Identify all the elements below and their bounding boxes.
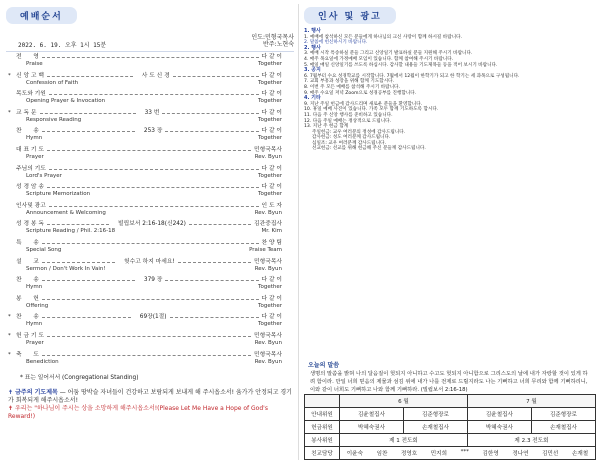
order-item-english-leader: Rev. Byun <box>254 339 282 346</box>
group-label-3: 3. 공지 <box>304 67 321 74</box>
leader-label: 인도: <box>251 34 266 41</box>
dotted-leader <box>47 223 109 225</box>
order-item-english-leader: Together <box>258 172 282 179</box>
order-item-english-leader: Together <box>258 191 282 198</box>
dotted-leader <box>165 130 258 132</box>
dotted-leader <box>47 335 251 337</box>
todays-word <box>304 360 596 394</box>
order-item-detail: 33 번 <box>144 109 160 116</box>
order-item-title: 찬 송 <box>16 314 39 321</box>
todays-word-text: 생명의 말씀을 밝혀 나의 달음질이 헛되지 아니하고 수고도 헛되지 아니함으로 그리스도의 날에 내가 자랑할 것이 있게 하려 함이라. 만일 너희 믿음의 제물과 섬김 위에 내가 나를 전제로 드릴지라도 나는 기뻐하고 너희 무리와 함께 기뻐하리니, 이와 같이 너희도 기뻐하고 나와 함께 기뻐하라. (빌립보서 2:16-18) <box>310 371 588 393</box>
order-item-detail: 사 도 신 경 <box>141 72 170 79</box>
announcement-item: 4. 매주 목요일에 가정예배 모임이 있습니다. 함께 참여해 주시기 바랍니다. <box>304 56 454 62</box>
order-item-english: Hymn <box>26 135 43 142</box>
fellowship-name: 김한영 <box>482 451 499 457</box>
todays-word-title: 오늘의 말씀 <box>308 362 340 369</box>
order-item <box>6 203 294 222</box>
prayer-topics-text: — 어둠 땅박슬 자녀들이 건강하고 보람되게 보내게 해 주시옵소서! 움가가 안정되고 경기가 회복되게 해주시옵소서! <box>8 389 292 405</box>
standing-marker: * <box>8 314 11 321</box>
order-item-english: Hymn <box>26 284 43 291</box>
order-item-english-leader: Together <box>258 98 282 105</box>
order-item <box>6 333 294 352</box>
announcement-item: 6. 7월부터 수요 성경학교를 시작합니다. 7월에서 12월이 한학기가 되고 한 학기는 세 과목으로 구성됩니다. <box>304 73 520 79</box>
fellowship-name: 정영호 <box>400 451 418 457</box>
duty-cell: 제 1 전도회 <box>340 434 468 447</box>
order-item-english: Hymn <box>26 321 43 328</box>
duty-month-1: 6 월 <box>340 395 468 408</box>
announcement-item: 10. 휴일 예배 사진이 있습니다. 가족 모두 함께 기도하도록 합시다. <box>304 107 439 113</box>
dotted-leader <box>42 316 131 318</box>
standing-marker: * <box>8 351 11 358</box>
fellowship-name: 민지희 <box>430 451 447 457</box>
announcement-item: 9. 매주 수요일 저녁 Zoom으로 성경공부를 진행합니다. <box>304 90 417 96</box>
order-item-english: Prayer <box>26 339 44 346</box>
order-item <box>6 54 294 73</box>
column-divider <box>298 4 299 460</box>
announcement-item: 12. 다음 주일 예배는 정상적으로 드립니다. <box>304 118 392 124</box>
order-item-english: Opening Prayer & Invocation <box>26 98 106 105</box>
announcement-item: 13. 지난 주 헌금 합계 <box>304 124 349 130</box>
duty-row <box>305 408 596 421</box>
fellowship-name: 정나연 <box>512 451 529 457</box>
order-item-english: Announcement & Welcoming <box>26 209 106 216</box>
order-item <box>6 184 294 203</box>
order-item-leader: 민형국목사 <box>254 146 282 153</box>
order-item-leader: 민형국목사 <box>254 351 282 358</box>
order-item-leader: 다 같 이 <box>261 54 282 60</box>
dotted-leader <box>49 93 259 95</box>
duty-row-label: 안내위원 <box>305 408 340 421</box>
fellowship-name: *** <box>460 449 469 455</box>
announcements-column <box>304 4 596 460</box>
order-item <box>6 259 294 278</box>
dotted-leader <box>42 354 251 356</box>
order-item-title: 헌 금 기 도 <box>16 332 44 339</box>
order-item-english-leader: Mr. Kim <box>261 228 282 235</box>
duty-row-fellowship <box>305 447 596 460</box>
duty-month-2: 7 월 <box>467 395 595 408</box>
order-item-title: 대 표 기 도 <box>16 146 44 153</box>
prayer-topics-highlight: ✝ 우리는 "하나님이 주시는 상을 소망하게 해주시옵소서!(Please Let Me Have a Hope of God's Reward!) <box>8 405 268 421</box>
duty-cell: 김준형장로 <box>403 408 467 421</box>
duty-cell: 김윤철집사 <box>467 408 531 421</box>
prayer-topics-label: ✝ 금주의 기도제목 <box>8 389 58 397</box>
leader-name: 민형국목사 <box>265 34 294 41</box>
prayer-topics <box>6 389 294 421</box>
standing-marker: * <box>8 332 11 339</box>
order-item-leader: 다 같 이 <box>261 72 282 79</box>
order-list <box>6 54 294 370</box>
dotted-leader <box>42 242 259 244</box>
group-label-4: 4. 기타 <box>304 95 321 102</box>
dotted-leader <box>47 149 251 151</box>
order-item-english-leader: Rev. Byun <box>254 358 282 365</box>
order-item-leader: 민형국목사 <box>254 332 282 339</box>
dotted-leader <box>42 298 259 300</box>
duty-row-label: 헌금위원 <box>305 421 340 434</box>
fellowship-name: 김민선 <box>542 451 559 457</box>
order-item-title: 특 송 <box>16 239 39 246</box>
header-divider <box>6 51 294 52</box>
accompanist: 반주:노현숙 <box>262 41 294 48</box>
order-item <box>6 128 294 147</box>
announcements-list <box>304 29 596 152</box>
announcement-item: 9. 지난 주일 헌금에 감사드리며 새로운 분들을 환영합니다. <box>304 101 423 107</box>
announcement-item: 11. 다음 주 신앙 행사를 준비하고 있습니다. <box>304 112 393 118</box>
order-item-english: Special Song <box>26 246 62 253</box>
order-item-leader: 다 같 이 <box>261 295 282 302</box>
order-item-english: Praise <box>26 61 43 67</box>
dotted-leader <box>47 75 133 77</box>
order-item-leader: 다 같 이 <box>261 314 282 321</box>
order-of-worship-column <box>6 4 294 460</box>
dotted-leader <box>42 261 115 263</box>
order-item <box>6 277 294 296</box>
announcement-item: 3. 예배 시작 특송하실 분들 그리고 신앙일기 발표하실 분들 지원해 주시기 바랍니다. <box>304 51 473 57</box>
order-item <box>6 147 294 166</box>
order-item-title: 성 경 암 송 <box>16 184 44 191</box>
order-item-leader: 찬 양 팀 <box>261 239 282 246</box>
dotted-leader <box>49 168 259 170</box>
order-item-english-leader: Together <box>258 321 282 328</box>
order-item-english-leader: Together <box>258 135 282 142</box>
order-item-english-leader: Together <box>258 116 282 123</box>
group-label-2: 2. 행사 <box>304 44 321 51</box>
order-item-english-leader: Praise Team <box>249 246 282 253</box>
dotted-leader <box>49 205 259 207</box>
order-item-english: Lord's Prayer <box>26 172 62 179</box>
order-item-detail: 69장(1절) <box>139 314 167 321</box>
leader-info <box>251 26 294 49</box>
standing-marker: * <box>8 109 11 116</box>
announcement-item: 주일헌금: 교우 여러분의 정성에 감사드립니다. <box>312 129 406 135</box>
dotted-leader <box>189 223 251 225</box>
duty-row <box>305 421 596 434</box>
order-item-english: Confession of Faith <box>26 79 79 86</box>
fellowship-name: 이윤숙 <box>346 451 363 457</box>
order-item-title: 성 경 봉 독 <box>16 221 44 228</box>
announcement-item: 7. 교회 부흥과 성장을 위해 함께 기도합시다. <box>304 79 395 85</box>
order-item-english-leader: Rev. Byun <box>254 265 282 272</box>
duty-header-row <box>305 395 596 408</box>
order-item-leader: 다 같 이 <box>261 165 282 172</box>
order-item-title: 신 앙 고 백 <box>16 72 44 79</box>
standing-marker: * <box>8 72 11 79</box>
order-item <box>6 314 294 333</box>
order-item-detail: 헛수고 하지 마세요! <box>124 258 175 265</box>
order-item-title: 인사및 광고 <box>16 202 46 209</box>
order-item-english-leader: Together <box>258 61 282 67</box>
order-item-english: Scripture Reading / Phil. 2:16-18 <box>26 228 116 235</box>
dotted-leader <box>162 112 258 114</box>
order-item-english-leader: Rev. Byun <box>254 153 282 160</box>
dotted-leader <box>47 186 259 188</box>
order-item-english: Sermon / Don't Work In Vain! <box>26 265 106 272</box>
order-item-english: Offering <box>26 302 49 309</box>
announcement-item: 십일조: 교우 여러분께 감사드립니다. <box>312 140 386 146</box>
order-item <box>6 221 294 240</box>
order-item-english-detail: Phil. 2:16-18 <box>80 228 116 235</box>
order-item-english: Prayer <box>26 153 44 160</box>
order-item-english: Benediction <box>26 358 59 365</box>
order-item <box>6 91 294 110</box>
dotted-leader <box>173 75 259 77</box>
service-date: 2022. 6. 19. 오후 1시 15분 <box>18 42 107 49</box>
order-item-title: 설 교 <box>16 258 39 265</box>
order-item-title: 주님의 기도 <box>16 165 46 172</box>
order-item-leader: 다 같 이 <box>261 91 282 98</box>
dotted-leader <box>42 56 259 58</box>
duty-row-label: 봉사위원 <box>305 434 340 447</box>
duty-cell: 김준형장로 <box>531 408 595 421</box>
order-item-detail: 빌립보서 2:16-18(신242) <box>118 221 186 228</box>
order-item-detail: 379 장 <box>143 277 163 284</box>
order-item-english-leader: Together <box>258 284 282 291</box>
announcement-item: 5. 매일 매일 신앙일기를 쓰도록 하십시다. 감사할 내용들 기도제목들 등을 적어 보시기 바랍니다. <box>304 62 498 68</box>
order-item-leader: 다 같 이 <box>261 184 282 191</box>
order-item <box>6 296 294 315</box>
duty-roster-table <box>304 394 596 460</box>
duty-cell: 박혜숙권사 <box>340 421 404 434</box>
group-label-1: 1. 행사 <box>304 28 321 34</box>
order-item-leader: 김관중집사 <box>254 221 283 228</box>
announcement-item: 2. 말씀에 헌신하시기 바랍니다. <box>304 40 368 46</box>
announcement-item: 1. 예배에 참석하신 모든 분들에게 하나님의 크신 사랑이 함께 하시길 바랍니다. <box>304 34 463 40</box>
duty-row-label: 친교담당 <box>305 447 340 460</box>
order-item-title: 찬 송 <box>16 128 39 135</box>
duty-cell: 김윤철집사 <box>340 408 404 421</box>
duty-row <box>305 434 596 447</box>
order-item-title: 목도와 기원 <box>16 91 46 98</box>
order-item-title: 전 영 <box>16 54 39 60</box>
order-item-detail: 253 장 <box>143 128 163 135</box>
duty-cell: 손재철집사 <box>531 421 595 434</box>
duty-cell: 박혜숙권사 <box>467 421 531 434</box>
announcement-item: 8. 이번 주 모든 예배를 참석해 주시기 바랍니다. <box>304 84 400 90</box>
standing-note: * 표는 일어서서 (Congregational Standing) <box>20 375 139 382</box>
order-item-leader: 다 같 이 <box>261 277 282 284</box>
order-item <box>6 240 294 259</box>
order-item-english-leader: Together <box>258 302 282 309</box>
order-item-leader: 다 같 이 <box>261 109 283 116</box>
duty-cell: 제 2.3 전도회 <box>467 434 595 447</box>
order-item-leader: 인 도 자 <box>261 202 282 209</box>
order-item-english: Responsive Reading <box>26 116 82 123</box>
order-item-title: 축 도 <box>16 351 39 358</box>
order-item <box>6 166 294 185</box>
dotted-leader <box>42 130 135 132</box>
order-item-title: 교 독 문 <box>16 109 37 116</box>
order-item <box>6 352 294 371</box>
order-item-title: 찬 송 <box>16 277 39 284</box>
order-item-leader: 민형국목사 <box>254 258 283 265</box>
order-item-leader: 다 같 이 <box>261 128 282 135</box>
fellowship-name: 임찬 <box>376 451 388 457</box>
dotted-leader <box>40 112 136 114</box>
dotted-leader <box>165 279 258 281</box>
dotted-leader <box>178 261 251 263</box>
order-item <box>6 73 294 92</box>
dotted-leader <box>42 279 135 281</box>
announcement-item: 감사헌금: 성도 여러분께 감사드립니다. <box>312 135 391 141</box>
order-item-english-detail: Don't Work In Vain! <box>52 265 106 272</box>
service-header <box>6 26 294 49</box>
fellowship-name: 손재철 <box>571 451 589 457</box>
order-item-english-leader: Together <box>258 79 282 86</box>
order-of-worship-title: 예배순서 <box>6 7 77 24</box>
announcement-item: 선교헌금: 선교를 위해 헌금해 주신 분들께 감사드립니다. <box>312 146 426 152</box>
order-item-title: 봉 헌 <box>16 295 39 302</box>
order-item-english-leader: Rev. Byun <box>254 209 282 216</box>
dotted-leader <box>170 316 259 318</box>
duty-cell: 손재철집사 <box>403 421 467 434</box>
order-item-english: Scripture Memorization <box>26 191 91 198</box>
order-item <box>6 110 294 129</box>
announcements-title: 인사 및 광고 <box>304 7 396 24</box>
